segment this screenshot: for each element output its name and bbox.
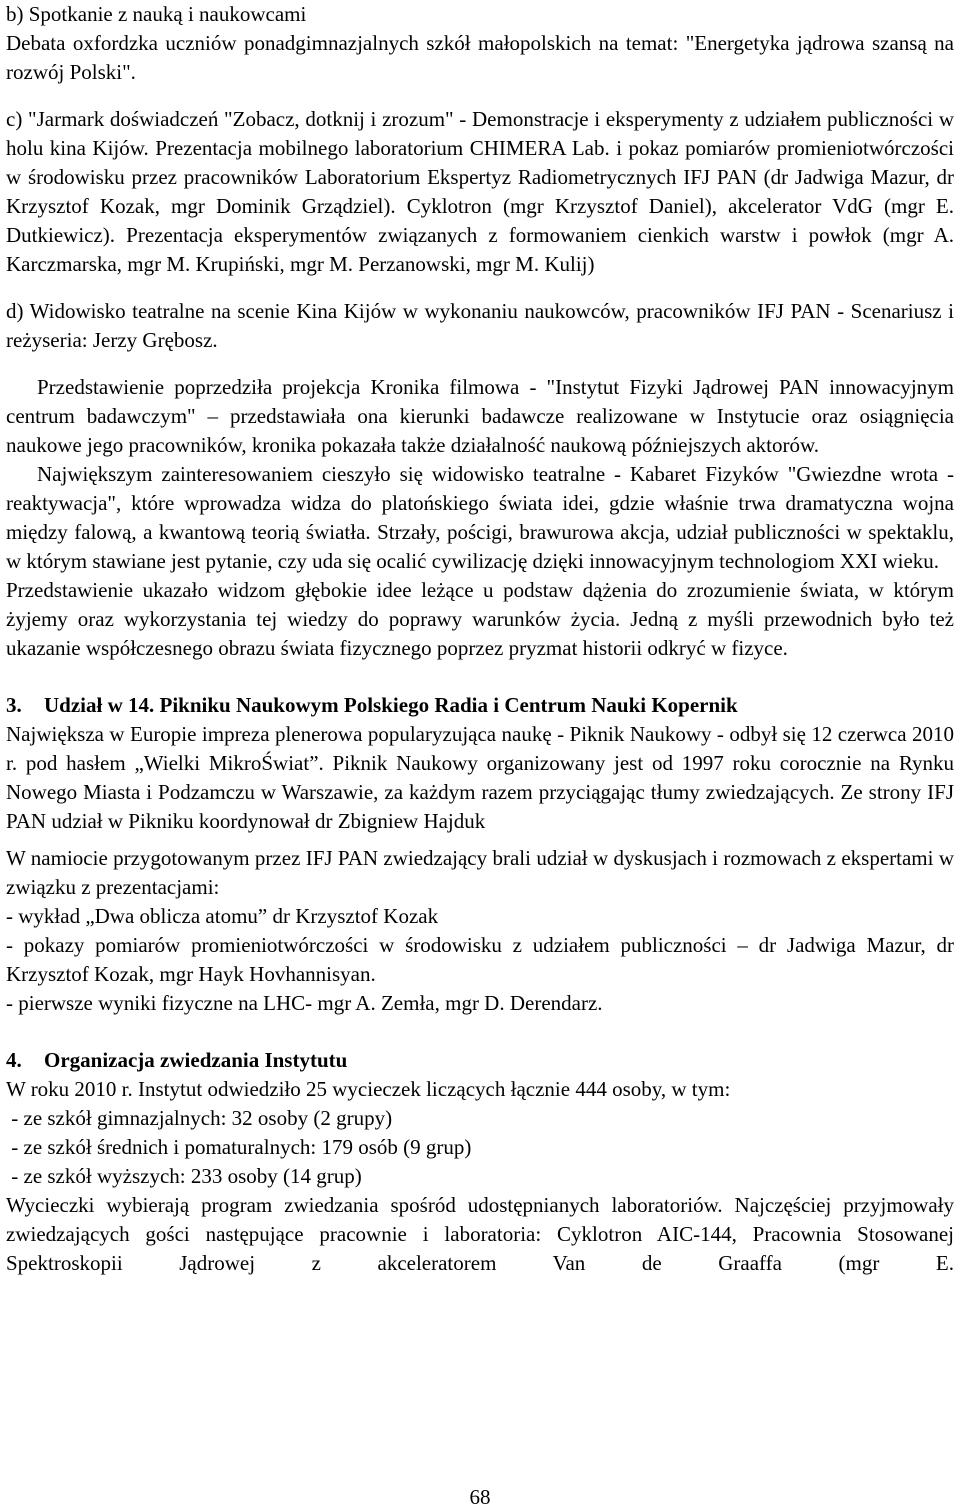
theatre-paragraph: Przedstawienie ukazało widzom głębokie idee leżące u podstaw dążenia do zrozumienie świata, w którym żyjemy oraz wykorzystania tej wiedzy do poprawy warunków życia. Jedną z myśli przewodnich było też ukazanie współczesnego obrazu świata fizycznego poprzez pryzmat historii odkryć w fizyce.: [6, 578, 954, 660]
theatre-paragraph: Przedstawienie poprzedziła projekcja Kronika filmowa - "Instytut Fizyki Jądrowej PAN innowacyjnym centrum badawczym" – przedstawiała ona kierunki badawcze realizowane w Instytucie oraz osiągnięcia naukowe jego pracowników, kronika pokazała także działalność naukową późniejszych aktorów.: [6, 375, 954, 457]
section-c-text: c) "Jarmark doświadczeń "Zobacz, dotknij i zrozum" - Demonstracje i eksperymenty z udziałem publiczności w holu kina Kijów. Prezentacja mobilnego laboratorium CHIMERA Lab. i pokaz pomiarów promieniotwórczości w środowisku przez pracowników Laboratorium Ekspertyz Radiometrycznych IFJ PAN (dr Jadwiga Mazur, dr Krzysztof Kozak, mgr Dominik Grządziel). Cyklotron (mgr Krzysztof Daniel), akcelerator VdG (mgr E. Dutkiewicz). Prezentacja eksperymentów związanych z formowaniem cienkich warstw i powłok (mgr A. Karczmarska, mgr M. Krupiński, mgr M. Perzanowski, mgr M. Kulij): [6, 107, 954, 276]
list-item: - ze szkół gimnazjalnych: 32 osoby (2 grupy): [6, 1106, 393, 1130]
section-4-title: Organizacja zwiedzania Instytutu: [44, 1048, 348, 1072]
section-3-title: Udział w 14. Pikniku Naukowym Polskiego Radia i Centrum Nauki Kopernik: [44, 693, 738, 717]
list-item: - ze szkół wyższych: 233 osoby (14 grup): [6, 1164, 362, 1188]
section-4-number: 4.: [6, 1048, 22, 1072]
theatre-paragraph: Największym zainteresowaniem cieszyło się widowisko teatralne - Kabaret Fizyków "Gwiezdne wrota - reaktywacja", które wprowadza widza do platońskiego świata idei, gdzie właśnie trwa dramatyczna wojna między falową, a kwantową teorią światła. Strzały, pościgi, brawurowa akcja, udział publiczności w spektaklu, w którym stawiane jest pytanie, czy uda się ocalić cywilizację dzięki innowacyjnym technologiom XXI wieku.: [6, 462, 954, 573]
section-3-paragraph-2: W namiocie przygotowanym przez IFJ PAN zwiedzający brali udział w dyskusjach i rozmowach z ekspertami w związku z prezentacjami:: [6, 846, 954, 899]
list-item: - pokazy pomiarów promieniotwórczości w środowisku z udziałem publiczności – dr Jadwiga Mazur, dr Krzysztof Kozak, mgr Hayk Hovhannisyan.: [6, 933, 954, 986]
list-item: - wykład „Dwa oblicza atomu” dr Krzysztof Kozak: [6, 904, 439, 928]
list-item: - pierwsze wyniki fizyczne na LHC- mgr A. Zemła, mgr D. Derendarz.: [6, 991, 603, 1015]
document-page: [6, 0, 954, 1278]
section-4-intro: W roku 2010 r. Instytut odwiedziło 25 wycieczek liczących łącznie 444 osoby, w tym:: [6, 1077, 731, 1101]
section-4-paragraph: Wycieczki wybierają program zwiedzania spośród udostępnianych laboratoriów. Najczęściej przyjmowały zwiedzających gości następujące pracownie i laboratoria: Cyklotron AIC-144, Pracownia Stosowanej Spektroskopii Jądrowej z akceleratorem Van de Graaffa (mgr E.: [6, 1193, 954, 1275]
list-item: - ze szkół średnich i pomaturalnych: 179 osób (9 grup): [6, 1135, 472, 1159]
section-3-heading: [6, 691, 954, 720]
section-3-paragraph-1: Największa w Europie impreza plenerowa popularyzująca naukę - Piknik Naukowy - odbył się 12 czerwca 2010 r. pod hasłem „Wielki MikroŚwiat”. Piknik Naukowy organizowany jest od 1997 roku corocznie na Rynku Nowego Miasta i Podzamczu w Warszawie, za każdym razem przyciągając tłumy zwiedzających. Ze strony IFJ PAN udział w Pikniku koordynował dr Zbigniew Hajduk: [6, 722, 954, 833]
page-number: 68: [469, 1485, 491, 1509]
section-b-title: b) Spotkanie z nauką i naukowcami: [6, 2, 307, 26]
section-3-number: 3.: [6, 693, 22, 717]
section-4-heading: [6, 1046, 954, 1075]
section-b-text: Debata oxfordzka uczniów ponadgimnazjalnych szkół małopolskich na temat: "Energetyka jądrowa szansą na rozwój Polski".: [6, 31, 954, 84]
section-d-text: d) Widowisko teatralne na scenie Kina Kijów w wykonaniu naukowców, pracowników IFJ PAN - Scenariusz i reżyseria: Jerzy Grębosz.: [6, 299, 954, 352]
